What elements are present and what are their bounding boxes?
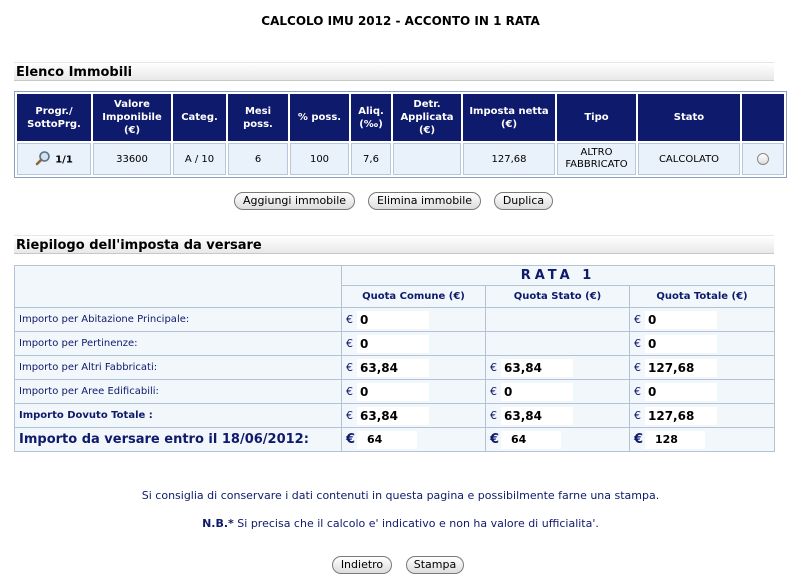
euro-symbol: € [346, 408, 353, 422]
value-field: 0 [645, 383, 717, 401]
col-header-categ: Categ. [173, 94, 226, 141]
value-field: 0 [645, 335, 717, 353]
euro-symbol: € [490, 384, 497, 398]
col-header-stato: Stato [638, 94, 740, 141]
riepilogo-row-abitazione [15, 308, 775, 332]
section-riepilogo: Riepilogo dell'imposta da versare [14, 235, 774, 254]
cell-comune [342, 308, 486, 332]
value-field: 63,84 [357, 359, 429, 377]
value-field: 128 [645, 431, 705, 449]
col-header-quota-comune: Quota Comune (€) [342, 286, 486, 308]
euro-symbol: € [490, 360, 497, 374]
riepilogo-corner [15, 266, 342, 308]
cell-comune [342, 428, 486, 452]
nb-label: N.B.* [202, 517, 234, 530]
cell-stato: CALCOLATO [638, 143, 740, 175]
euro-symbol: € [634, 408, 641, 422]
delete-immobile-button[interactable]: Elimina immobile [368, 192, 481, 210]
euro-symbol: € [490, 431, 500, 447]
value-field: 63,84 [501, 407, 573, 425]
cell-totale [630, 356, 775, 380]
riepilogo-row-da-versare [15, 428, 775, 452]
row-label: Importo da versare entro il 18/06/2012: [15, 428, 342, 452]
riepilogo-table [14, 265, 775, 452]
row-label: Importo per Pertinenze: [15, 332, 342, 356]
riepilogo-row-aree-edificabili [15, 380, 775, 404]
col-header-aliq: Aliq. (‰) [351, 94, 391, 141]
col-header-poss: % poss. [290, 94, 349, 141]
section-elenco-immobili: Elenco Immobili [14, 62, 774, 81]
value-field: 63,84 [357, 407, 429, 425]
value-field: 0 [501, 383, 573, 401]
row-label: Importo per Abitazione Principale: [15, 308, 342, 332]
cell-poss: 100 [290, 143, 349, 175]
cell-detr [393, 143, 461, 175]
value-field: 0 [357, 383, 429, 401]
row-select-radio[interactable] [757, 153, 769, 165]
riepilogo-row-altri-fabbricati [15, 356, 775, 380]
cell-comune [342, 404, 486, 428]
page-title: CALCOLO IMU 2012 - ACCONTO IN 1 RATA [261, 14, 540, 28]
col-header-valore: Valore Imponibile (€) [93, 94, 171, 141]
col-header-detr: Detr. Applicata (€) [393, 94, 461, 141]
cell-stato [486, 428, 630, 452]
euro-symbol: € [634, 384, 641, 398]
print-button[interactable]: Stampa [406, 556, 464, 574]
value-field: 64 [357, 431, 417, 449]
euro-symbol: € [346, 336, 353, 350]
euro-symbol: € [346, 312, 353, 326]
immobili-header-row [17, 94, 784, 141]
cell-totale [630, 380, 775, 404]
euro-symbol: € [346, 431, 356, 447]
euro-symbol: € [346, 360, 353, 374]
cell-comune [342, 332, 486, 356]
value-field: 0 [645, 311, 717, 329]
cell-aliq: 7,6 [351, 143, 391, 175]
euro-symbol: € [346, 384, 353, 398]
cell-stato [486, 404, 630, 428]
riepilogo-row-pertinenze [15, 332, 775, 356]
euro-symbol: € [634, 336, 641, 350]
cell-totale [630, 308, 775, 332]
back-button[interactable]: Indietro [332, 556, 392, 574]
table-row [17, 143, 784, 175]
col-header-quota-stato: Quota Stato (€) [486, 286, 630, 308]
value-field: 0 [357, 311, 429, 329]
riepilogo-row-dovuto-totale [15, 404, 775, 428]
value-field: 64 [501, 431, 561, 449]
value-field: 63,84 [501, 359, 573, 377]
euro-symbol: € [490, 408, 497, 422]
immobili-table [14, 91, 787, 178]
value-field: 127,68 [645, 407, 717, 425]
nb-note [0, 517, 801, 530]
cell-totale [630, 404, 775, 428]
cell-stato [486, 308, 630, 332]
cell-totale [630, 332, 775, 356]
add-immobile-button[interactable]: Aggiungi immobile [234, 192, 355, 210]
nb-text: Si precisa che il calcolo e' indicativo e non ha valore di ufficialita'. [233, 517, 599, 530]
cell-comune [342, 356, 486, 380]
euro-symbol: € [634, 360, 641, 374]
row-label: Importo per Aree Edificabili: [15, 380, 342, 404]
cell-totale [630, 428, 775, 452]
value-field: 127,68 [645, 359, 717, 377]
cell-stato [486, 332, 630, 356]
cell-comune [342, 380, 486, 404]
rata-header: RATA 1 [342, 266, 775, 286]
col-header-mesi: Mesi poss. [228, 94, 288, 141]
col-header-quota-totale: Quota Totale (€) [630, 286, 775, 308]
col-header-imposta: Imposta netta (€) [463, 94, 555, 141]
cell-stato [486, 380, 630, 404]
cell-select [742, 143, 784, 175]
col-header-tipo: Tipo [557, 94, 636, 141]
advice-text: Si consiglia di conservare i dati contenuti in questa pagina e possibilmente farne una stampa. [141, 489, 660, 502]
cell-mesi: 6 [228, 143, 288, 175]
cell-valore: 33600 [93, 143, 171, 175]
col-header-select [742, 94, 784, 141]
row-label: Importo per Altri Fabbricati: [15, 356, 342, 380]
cell-imposta: 127,68 [463, 143, 555, 175]
col-header-progr: Progr./ SottoPrg. [17, 94, 91, 141]
cell-progr [17, 143, 91, 175]
row-label: Importo Dovuto Totale : [15, 404, 342, 428]
euro-symbol: € [634, 312, 641, 326]
cell-categ: A / 10 [173, 143, 226, 175]
value-field: 0 [357, 335, 429, 353]
progr-value: 1/1 [55, 154, 73, 165]
magnifier-icon[interactable] [35, 150, 51, 169]
duplicate-button[interactable]: Duplica [494, 192, 553, 210]
euro-symbol: € [634, 431, 644, 447]
cell-stato [486, 356, 630, 380]
cell-tipo: ALTRO FABBRICATO [557, 143, 636, 175]
